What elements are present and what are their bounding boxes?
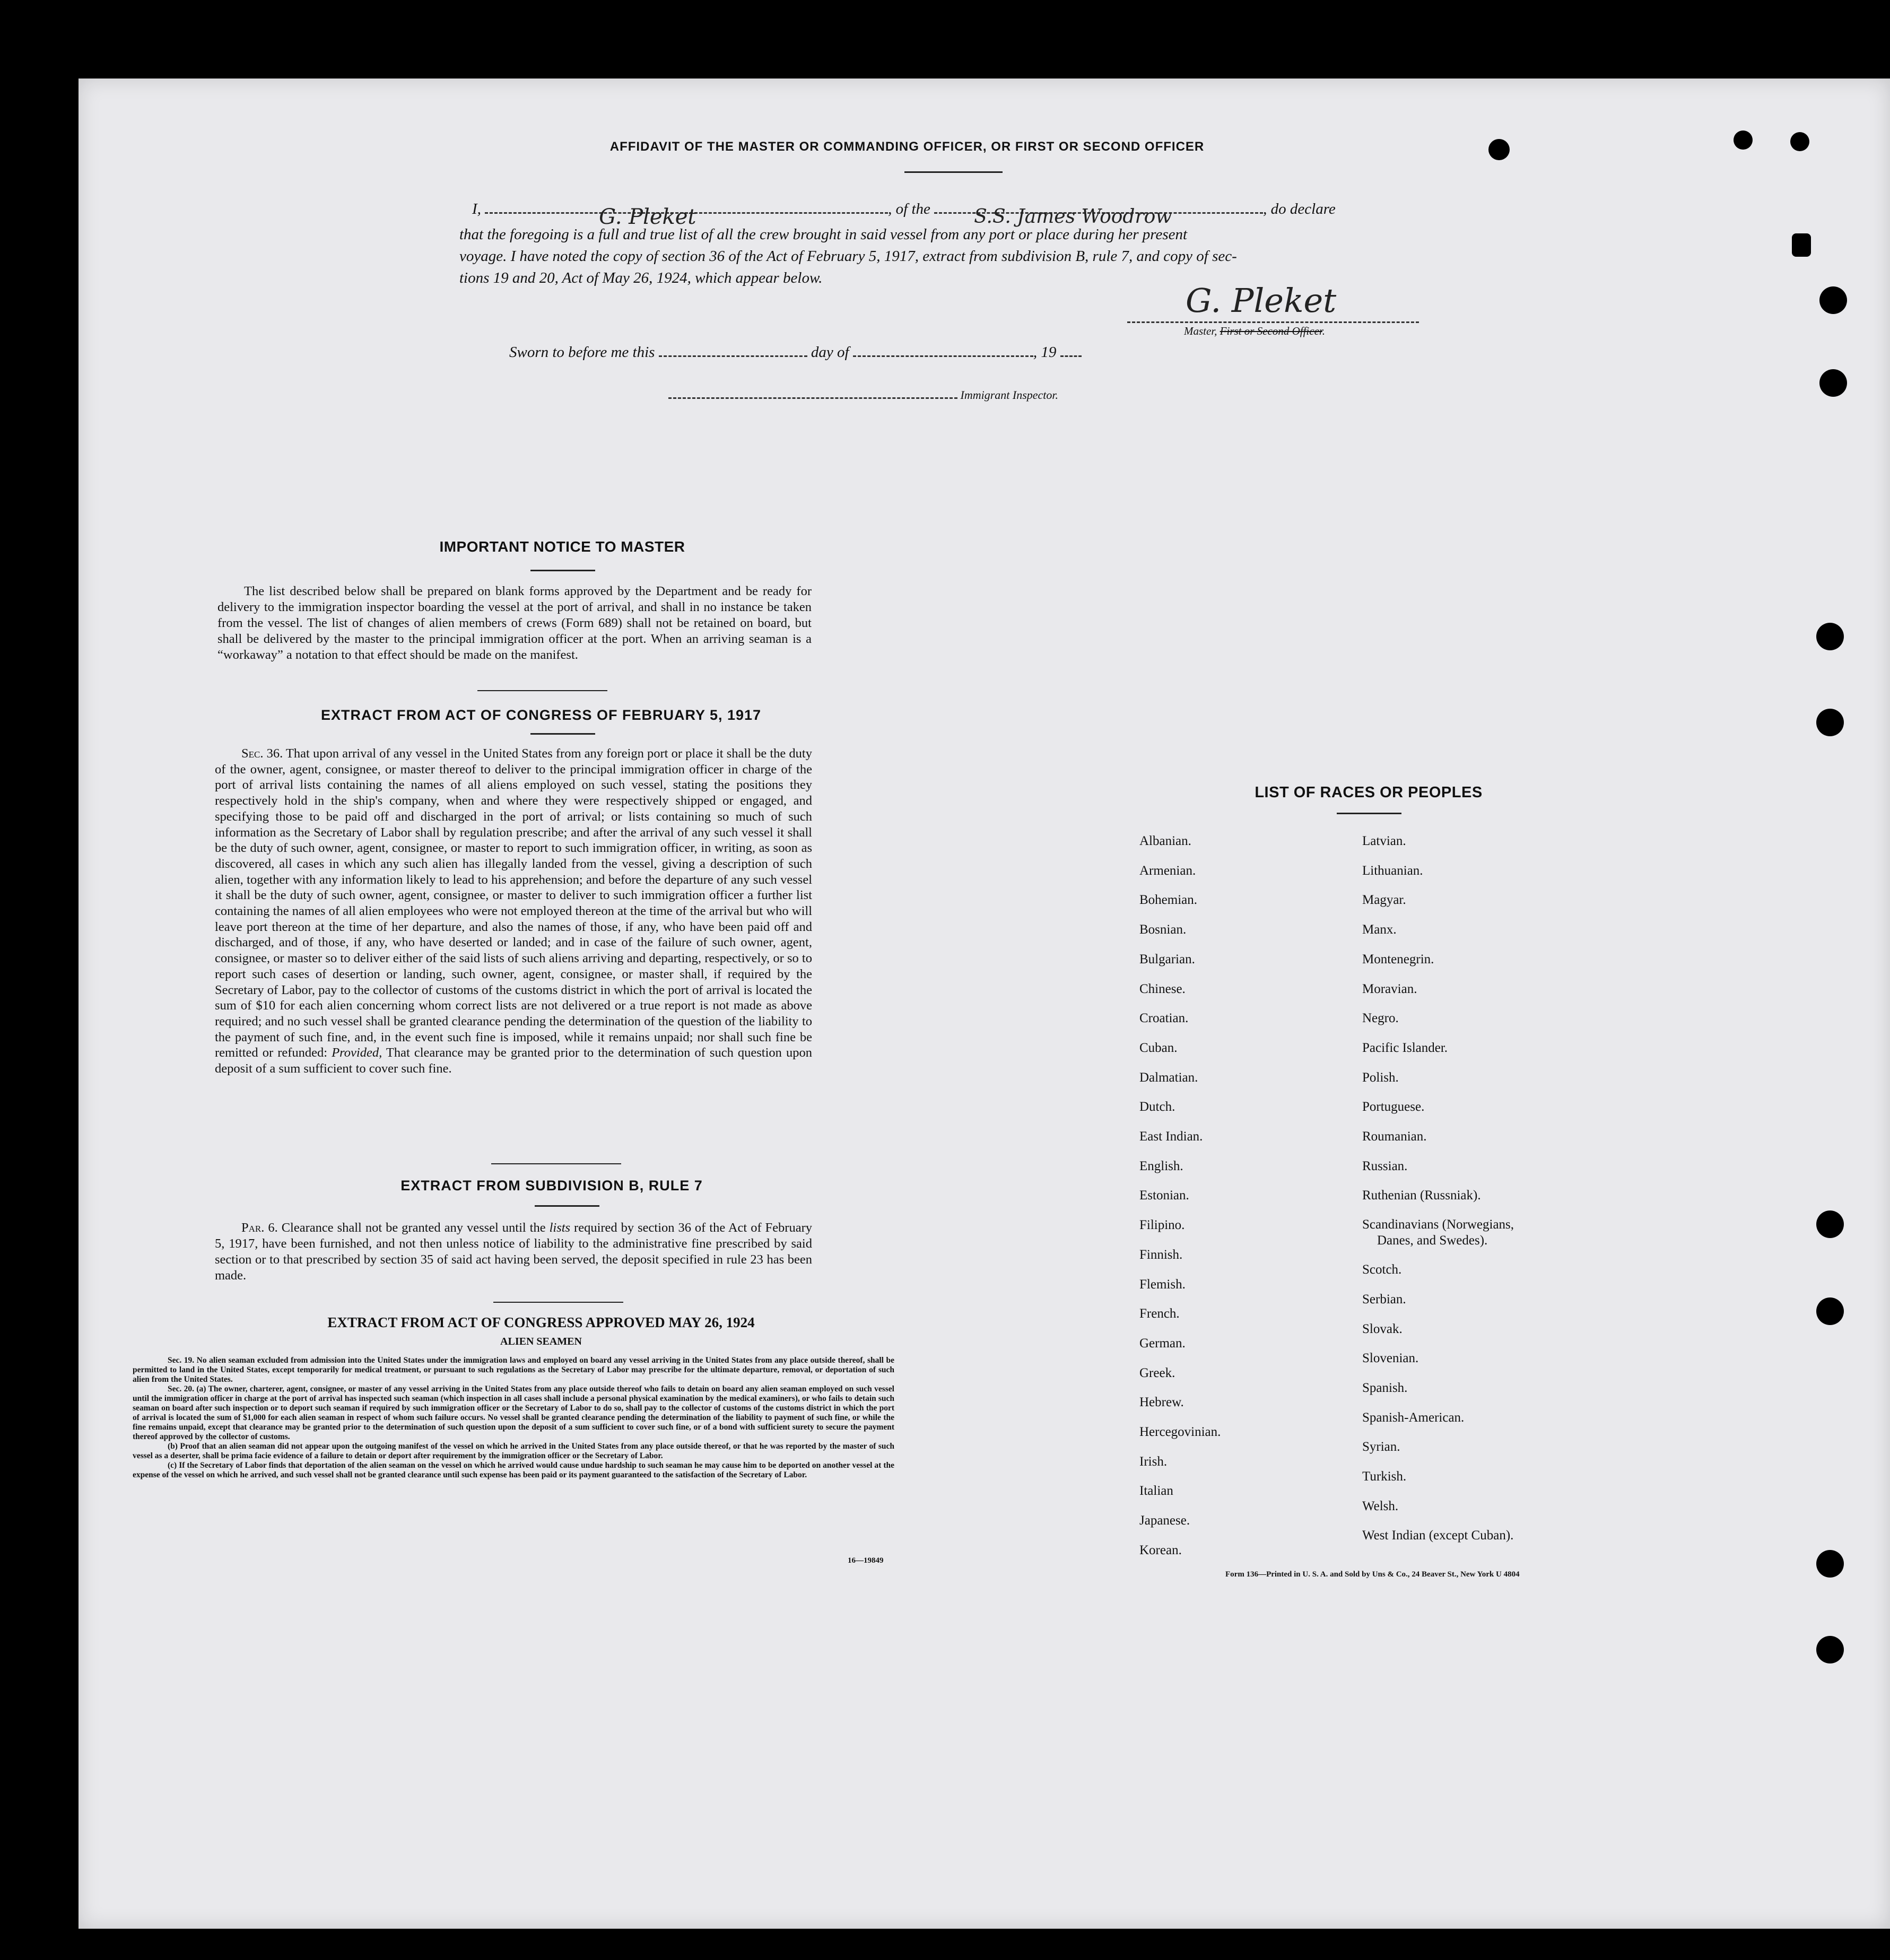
binder-hole [1734, 130, 1753, 150]
divider [530, 733, 595, 735]
binder-hole [1816, 709, 1844, 736]
section-end: That clearance may be granted prior to the determination of such question upon deposit of a sum sufficient to cover such fine. [215, 1046, 813, 1076]
notice-title: IMPORTANT NOTICE TO MASTER [439, 538, 685, 555]
race-item: East Indian. [1139, 1129, 1203, 1144]
binder-hole [1790, 132, 1809, 151]
inspector-label: Immigrant Inspector. [960, 388, 1059, 402]
race-item: Slovak. [1362, 1321, 1403, 1336]
affidavit-line1 [472, 201, 1451, 229]
sworn-day-field [659, 355, 807, 357]
binder-hole [1792, 233, 1811, 257]
master-signature: G. Pleket [1186, 281, 1337, 320]
sec19-text: Sec. 19. No alien seaman excluded from admission into the United States under the immigration laws and employed on board any vessel arriving in the United States from any place outside thereof, shall be permitted to land in the United States, except temporarily for medical treatment, or pursuant to such regulations as the Secretary of Labor may prescribe for the ultimate departure, removal, or deportation of such alien from the United States. [133, 1356, 894, 1384]
race-item: French. [1139, 1306, 1180, 1321]
race-item: West Indian (except Cuban). [1362, 1528, 1514, 1543]
race-item: Russian. [1362, 1158, 1408, 1173]
race-item: Cuban. [1139, 1040, 1178, 1055]
race-item: Pacific Islander. [1362, 1040, 1448, 1055]
race-item: Bosnian. [1139, 922, 1187, 937]
race-item: Hercegovinian. [1139, 1425, 1221, 1440]
race-item: Lithuanian. [1362, 863, 1423, 878]
race-item: Scotch. [1362, 1262, 1402, 1277]
extract-1917-text [215, 746, 812, 1077]
race-item: Chinese. [1139, 981, 1186, 996]
divider [491, 1163, 621, 1164]
binder-hole [1816, 1210, 1844, 1238]
sec20c-text: (c) If the Secretary of Labor finds that deportation of the alien seaman on the vessel on which he arrived would cause undue hardship to such seaman he may cause him to be deported on another vessel at the expense of the vessel on which he arrived, and such vessel shall not be granted clearance until such expense has been paid or its payment guaranteed to the satisfaction of the Secretary of Labor. [133, 1461, 894, 1479]
race-item: Irish. [1139, 1454, 1168, 1469]
divider [904, 171, 1003, 173]
race-item: Polish. [1362, 1070, 1399, 1085]
race-item: Roumanian. [1362, 1129, 1427, 1144]
par-body-a: Clearance shall not be granted any vessel until the [281, 1221, 546, 1235]
inspector-line [668, 388, 1058, 402]
extract-1924-subtitle: ALIEN SEAMEN [500, 1336, 582, 1347]
vessel-name-field [934, 206, 1263, 228]
divider [1337, 813, 1401, 814]
race-item: Bohemian. [1139, 893, 1198, 908]
binder-hole [1488, 139, 1510, 160]
race-item: Italian [1139, 1484, 1173, 1499]
vessel-name: S.S. James Woodrow [974, 206, 1172, 228]
race-item: German. [1139, 1336, 1186, 1351]
race-item: Filipino. [1139, 1218, 1185, 1233]
race-item: Greek. [1139, 1365, 1175, 1380]
signature-caption: Master, First or Second Officer. [1184, 325, 1325, 337]
affidavit-title: AFFIDAVIT OF THE MASTER OR COMMANDING OFFICER, OR FIRST OR SECOND OFFICER [609, 140, 1205, 154]
divider [530, 570, 595, 571]
race-item: Manx. [1362, 922, 1397, 937]
affidavit-line2: that the foregoing is a full and true list of all the crew brought in said vessel from any port or place during her present [459, 226, 1188, 243]
affidavit-line4: tions 19 and 20, Act of May 26, 1924, which appear below. [459, 269, 823, 286]
race-item: Flemish. [1139, 1277, 1186, 1292]
par-body-b: required by section 36 of the Act of February 5, 1917, have been furnished, and not then unless notice of liability to the administrative fine prescribed by said section or to that prescribed by section 35 of said act having been served, the deposit specified in rule 23 has been made. [215, 1221, 813, 1283]
race-item: Armenian. [1139, 863, 1196, 878]
rule7-text [215, 1220, 812, 1284]
divider [493, 1302, 623, 1303]
binder-hole [1819, 286, 1847, 314]
notice-text: The list described below shall be prepared on blank forms approved by the Department and be ready for delivery to the immigration inspector boarding the vessel at the port of arrival, and shall in no instance be taken from the vessel. The list of changes of alien members of crews (Form 689) shall not be retained on board, but shall be delivered by the master to the principal immigration officer at the port. When an arriving seaman is a “workaway” a notation to that effect should be made on the manifest. [217, 584, 812, 662]
race-item: Croatian. [1139, 1011, 1189, 1026]
race-item: Slovenian. [1362, 1351, 1419, 1366]
provided-word: Provided, [332, 1046, 382, 1060]
divider [535, 1205, 599, 1207]
binder-hole [1816, 623, 1844, 650]
sworn-year-label: , 19 [1033, 344, 1057, 361]
line-declare: , do declare [1263, 201, 1336, 217]
race-item: Serbian. [1362, 1292, 1406, 1306]
race-item: Montenegrin. [1362, 952, 1434, 966]
sworn-line [509, 344, 1082, 361]
affidavit-line3: voyage. I have noted the copy of section 36 of the Act of February 5, 1917, extract from subdivision B, rule 7, and copy of sec- [459, 248, 1237, 265]
section-label: Sec. 36. [241, 746, 283, 761]
race-item: Negro. [1362, 1011, 1399, 1026]
race-item: Dutch. [1139, 1100, 1175, 1114]
caption-struck: First or Second Officer [1220, 325, 1322, 337]
binder-hole [1816, 1636, 1844, 1663]
race-item: Korean. [1139, 1543, 1182, 1557]
extract-1924-title: EXTRACT FROM ACT OF CONGRESS APPROVED MAY 26, 1924 [327, 1314, 755, 1330]
binder-hole [1816, 1550, 1844, 1578]
race-item: Finnish. [1139, 1247, 1183, 1262]
caption-master: Master, [1184, 325, 1217, 337]
race-item: Albanian. [1139, 834, 1191, 848]
rule7-title: EXTRACT FROM SUBDIVISION B, RULE 7 [400, 1178, 703, 1194]
extract-1924-body [133, 1356, 894, 1480]
line-of: , of the [888, 201, 930, 217]
officer-name-field [485, 205, 888, 229]
sworn-month-field [853, 355, 1033, 357]
binder-hole [1816, 1297, 1844, 1325]
sec20a-text: Sec. 20. (a) The owner, charterer, agent, consignee, or master of any vessel arriving in the United States from any place outside thereof who fails to detain on board any alien seaman employed on such vessel until the immigration officer in charge at the port of arrival has inspected such seaman (which inspection in all cases shall include a personal physical examination by the medical examiners), or who fails to detain such seaman on board after such inspection or to deport such seaman if required by such immigration officer or the Secretary of Labor to do so, shall pay to the collector of customs of the customs district in which the port of arrival is located the sum of $1,000 for each alien seaman in respect of whom such failure occurs. No vessel shall be granted clearance pending the determination of the liability to payment of such fine, or while the fine remains unpaid, except that clearance may be granted prior to the determination of such question upon the deposit of a sum sufficient to cover such fine, or of a bond with sufficient surety to secure the payment thereof approved by the collector of customs. [133, 1384, 894, 1441]
race-item: Syrian. [1362, 1440, 1400, 1454]
form-code: 16—19849 [848, 1556, 884, 1565]
extract-1917-title: EXTRACT FROM ACT OF CONGRESS OF FEBRUARY 5, 1917 [320, 707, 762, 723]
races-right-column [1362, 826, 1514, 1550]
race-item: Japanese. [1139, 1513, 1190, 1528]
race-item: Turkish. [1362, 1469, 1407, 1484]
section-body: That upon arrival of any vessel in the United States from any foreign port or place it shall be the duty of the owner, agent, consignee, or master thereof to deliver to the principal immigration officer in charge of the port of arrival lists containing the names of all aliens employed on such vessel, stating the positions they respectively hold in the ship's company, when and where they were respectively shipped or engaged, and specifying those to be paid off and discharged in the port of arrival; or lists containing so much of such information as the Secretary of Labor shall by regulation prescribe; and after the arrival of any such vessel it shall be the duty of such owner, agent, consignee, or master to report to such immigration officer, in writing, as soon as discovered, all cases in which any such alien has illegally landed from the vessel, giving a description of such alien, together with any information likely to lead to his apprehension; and before the departure of any such vessel it shall be the duty of such owner, agent, consignee, or master to deliver to such immigration officer a further list containing the names of all alien employees who were not employed thereon at the time of the arrival but who will leave port thereon at the time of her departure, and also the names of those, if any, who have been paid off and discharged, and of those, if any, who have deserted or landed; and in case of the failure of such owner, agent, consignee, or master so to deliver either of the said lists of such aliens arriving and departing, respectively, or so to report such cases of desertion or landing, such owner, agent, consignee, or master shall, if required by the Secretary of Labor, pay to the collector of customs of the customs district in which the port of arrival is located the sum of $10 for each alien concerning whom correct lists are not delivered or a true report is not made as above required; and no such vessel shall be granted clearance pending the determination of the question of the liability to the payment of such fine, and, in the event such fine is imposed, while it remains unpaid; nor shall such fine be remitted or refunded: [215, 746, 812, 1060]
officer-name: G. Pleket [599, 205, 696, 229]
sworn-prefix: Sworn to before me this [509, 344, 655, 361]
race-item: Ruthenian (Russniak). [1362, 1188, 1481, 1203]
race-item: Spanish. [1362, 1380, 1408, 1395]
sworn-year-field [1060, 355, 1082, 357]
race-item: Welsh. [1362, 1499, 1399, 1513]
signature-line [1127, 321, 1419, 323]
race-item: English. [1139, 1158, 1183, 1173]
race-item: Moravian. [1362, 981, 1417, 996]
race-item: Dalmatian. [1139, 1070, 1198, 1085]
binder-hole [1819, 369, 1847, 397]
race-item: Bulgarian. [1139, 952, 1195, 966]
race-item: Portuguese. [1362, 1100, 1425, 1114]
race-item: Spanish-American. [1362, 1410, 1465, 1425]
race-item: Danes, and Swedes). [1377, 1233, 1488, 1248]
race-item: Magyar. [1362, 893, 1406, 908]
race-item: Scandinavians (Norwegians, [1362, 1217, 1514, 1232]
line-prefix: I, [472, 201, 481, 217]
race-item: Hebrew. [1139, 1395, 1184, 1410]
races-title: LIST OF RACES OR PEOPLES [1255, 784, 1483, 801]
divider [477, 690, 607, 691]
inspector-field [668, 397, 957, 399]
race-item: Estonian. [1139, 1188, 1189, 1203]
par-label: Par. 6. [241, 1221, 278, 1235]
sworn-day-label: day of [811, 344, 849, 361]
lists-word: lists [549, 1221, 571, 1235]
race-item: Latvian. [1362, 834, 1406, 848]
races-left-column [1139, 826, 1221, 1565]
sec20b-text: (b) Proof that an alien seaman did not appear upon the outgoing manifest of the vessel on which he arrived in the United States from any place outside thereof, or that he was reported by the master of such vessel as a deserter, shall be prima facie evidence of a failure to detain or deport after requirement by the immigration officer or the Secretary of Labor. [133, 1442, 894, 1460]
form-printer-line: Form 136—Printed in U. S. A. and Sold by Uns & Co., 24 Beaver St., New York U 4804 [1225, 1570, 1520, 1579]
